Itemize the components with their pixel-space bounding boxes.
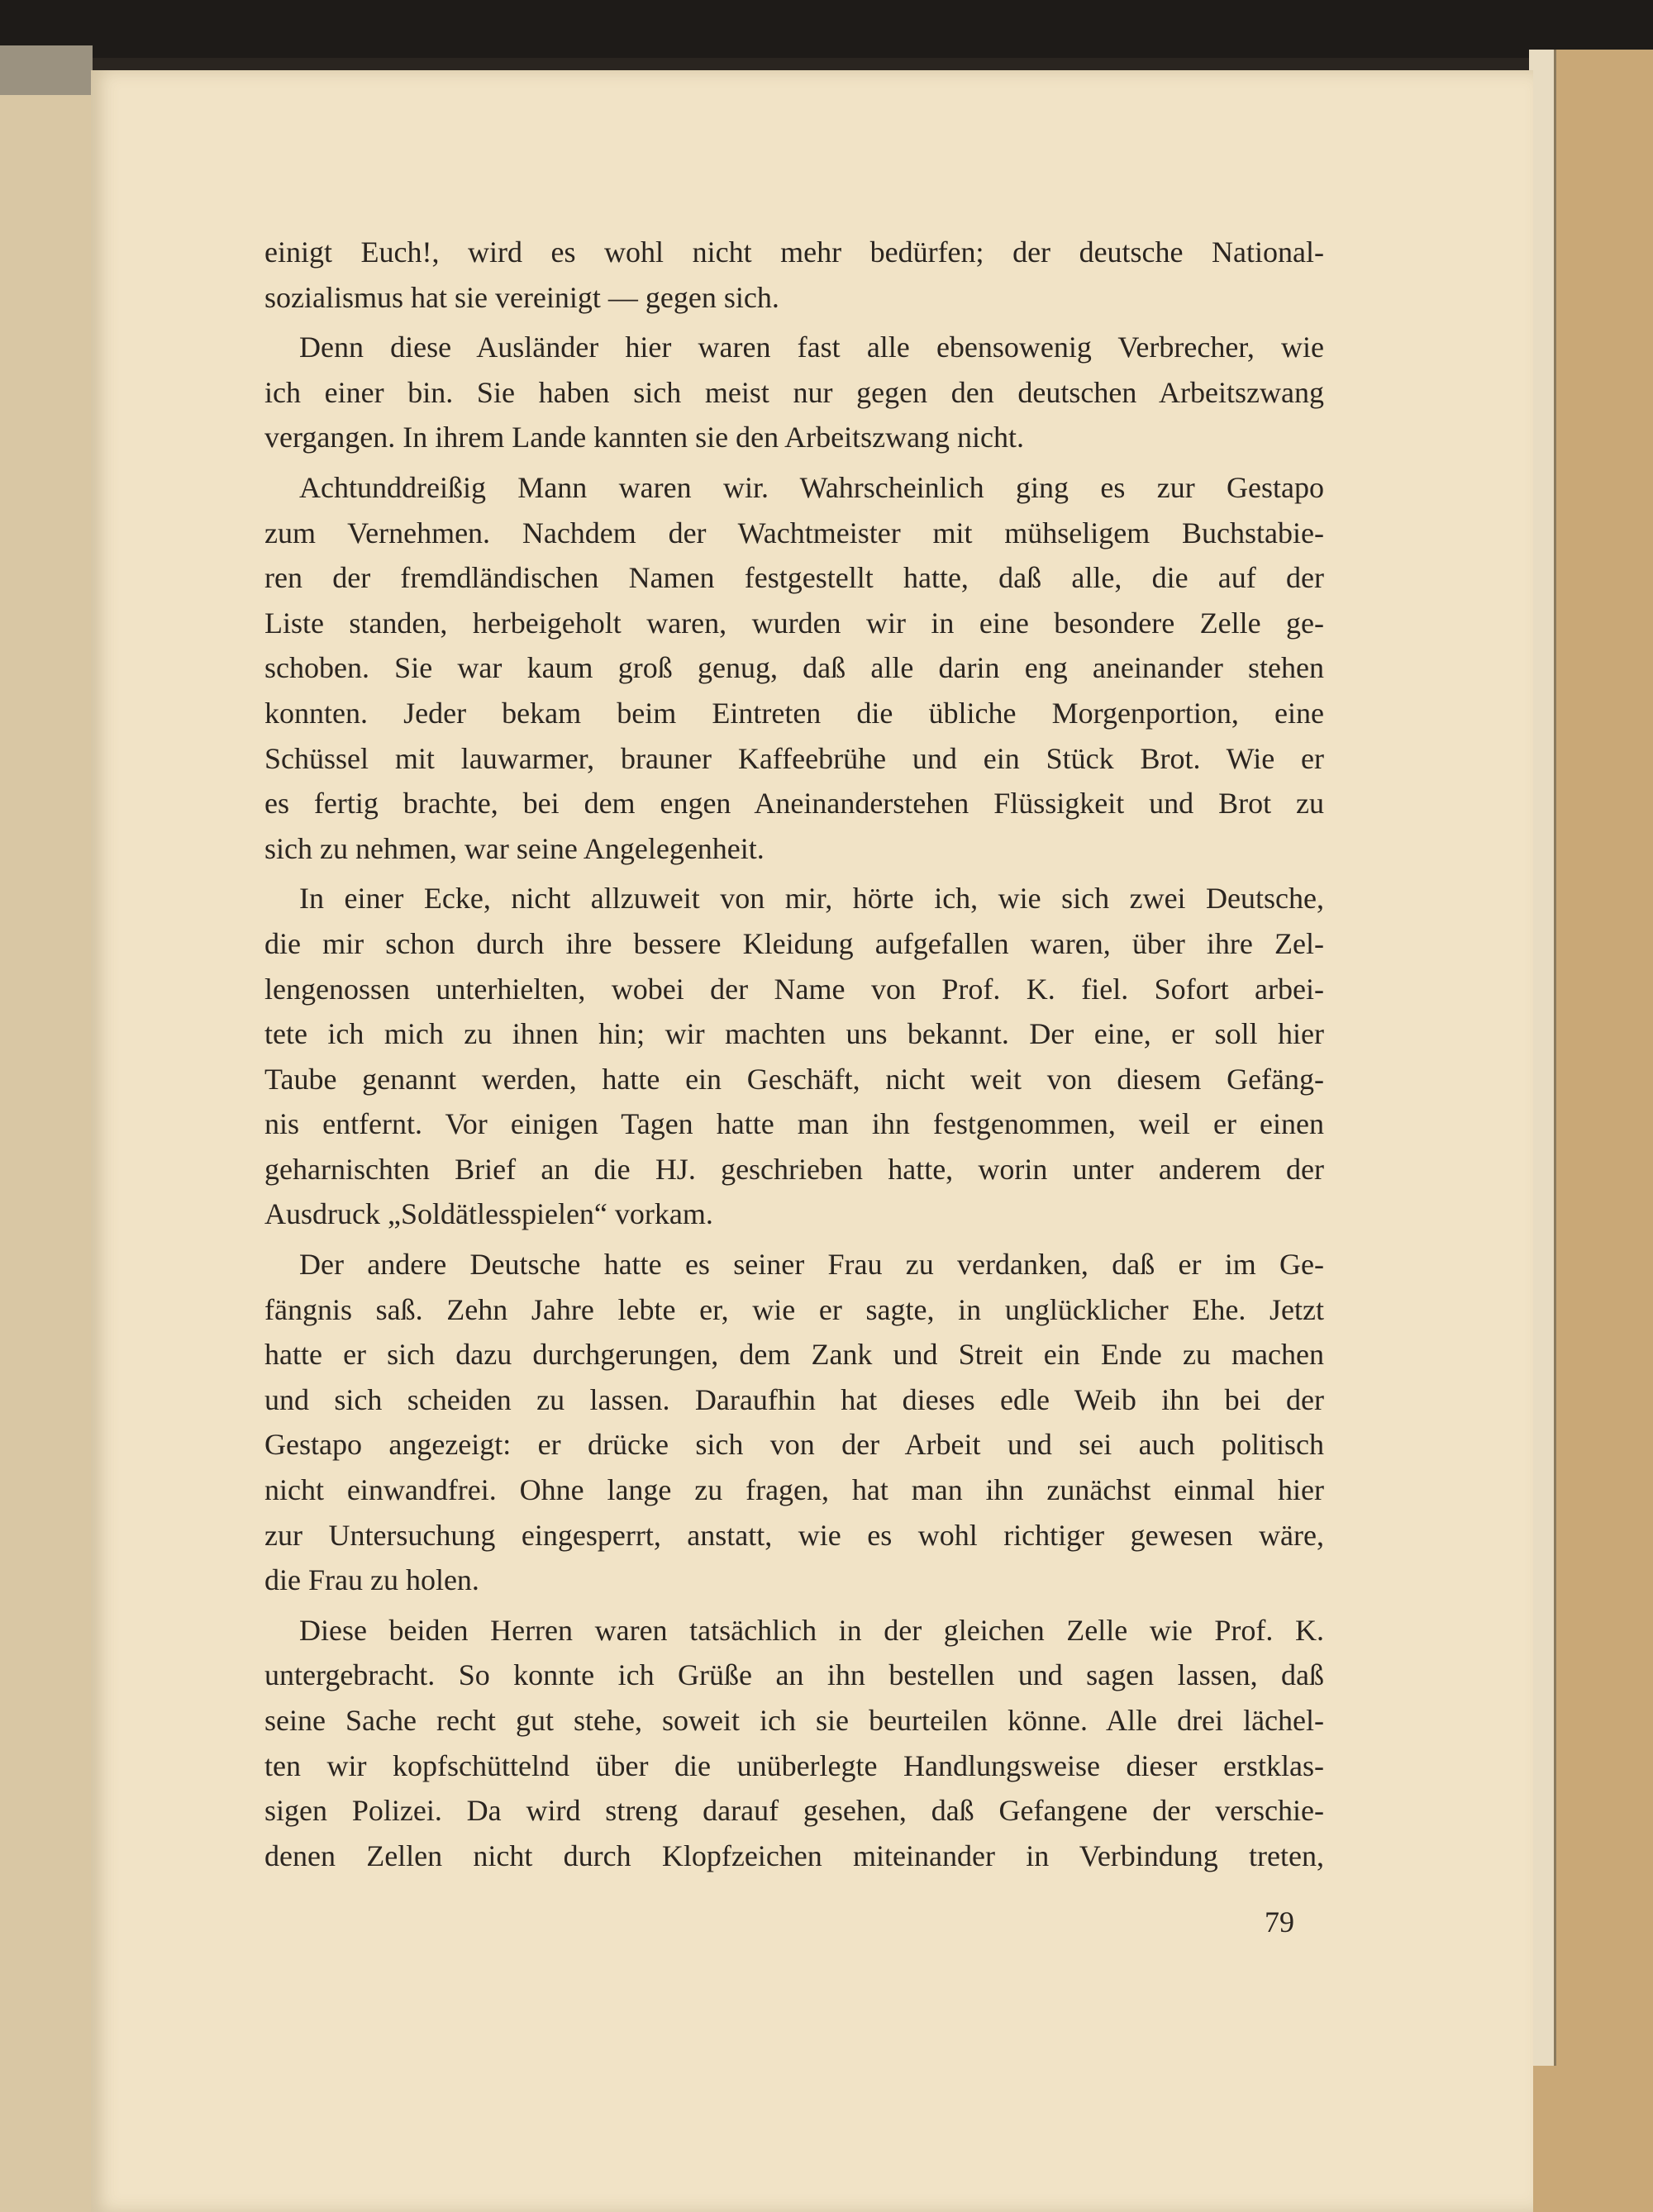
text-line: die mir schon durch ihre bessere Kleidung aufgefallen waren, über ihre Zel- [264,926,1324,960]
text-line: sigen Polizei. Da wird streng darauf gesehen, daß Gefangene der verschie- [264,1794,1324,1828]
text-line: Denn diese Ausländer hier waren fast alle ebensowenig Verbrecher, wie [299,331,1324,364]
text-line: hatte er sich dazu durchgerungen, dem Zank und Streit ein Ende zu machen [264,1338,1324,1372]
text-line: nicht einwandfrei. Ohne lange zu fragen, hat man ihn zunächst einmal hier [264,1473,1324,1507]
text-line: geharnischten Brief an die HJ. geschrieben hatte, worin unter anderem der [264,1152,1324,1186]
text-line: konnten. Jeder bekam beim Eintreten die übliche Morgenportion, eine [264,696,1324,730]
text-line: Achtunddreißig Mann waren wir. Wahrscheinlich ging es zur Gestapo [299,470,1324,504]
binding-strip [0,45,93,95]
text-line: denen Zellen nicht durch Klopfzeichen miteinander in Verbindung treten, [264,1839,1324,1872]
page-number: 79 [1265,1905,1294,1938]
text-line: vergangen. In ihrem Lande kannten sie den Arbeitszwang nicht. [264,421,1025,454]
text-line: In einer Ecke, nicht allzuweit von mir, hörte ich, wie sich zwei Deutsche, [299,882,1324,916]
text-line: Ausdruck „Soldätlesspielen“ vorkam. [264,1197,713,1231]
text-line: zur Untersuchung eingesperrt, anstatt, wie es wohl richtiger gewesen wäre, [264,1518,1324,1552]
scan-background-top [0,0,1653,58]
text-line: Schüssel mit lauwarmer, brauner Kaffeebrühe und ein Stück Brot. Wie er [264,741,1324,775]
body-text [264,230,1324,1883]
text-line: untergebracht. So konnte ich Grüße an ihn bestellen und sagen lassen, daß [264,1658,1324,1692]
text-line: ren der fremdländischen Namen festgestellt hatte, daß alle, die auf der [264,561,1324,595]
text-line: und sich scheiden zu lassen. Daraufhin hat dieses edle Weib ihn bei der [264,1382,1324,1416]
text-line: seine Sache recht gut stehe, soweit ich sie beurteilen könne. Alle drei lächel- [264,1704,1324,1737]
text-line: Gestapo angezeigt: er drücke sich von der Arbeit und sei auch politisch [264,1428,1324,1462]
text-line: lengenossen unterhielten, wobei der Name von Prof. K. fiel. Sofort arbei- [264,972,1324,1006]
text-line: Liste standen, herbeigeholt waren, wurden wir in eine besondere Zelle ge- [264,606,1324,640]
facing-page-edge [0,45,93,2212]
paragraph [264,1608,1324,1879]
text-line: es fertig brachte, bei dem engen Aneinanderstehen Flüssigkeit und Brot zu [264,787,1324,821]
text-line: schoben. Sie war kaum groß genug, daß alle darin eng aneinander stehen [264,651,1324,685]
paragraph [264,325,1324,460]
text-line: einigt Euch!, wird es wohl nicht mehr bedürfen; der deutsche National- [264,235,1324,269]
text-line: fängnis saß. Zehn Jahre lebte er, wie er sagte, in unglücklicher Ehe. Jetzt [264,1292,1324,1326]
paragraph [264,465,1324,871]
text-line: sich zu nehmen, war seine Angelegenheit. [264,831,765,865]
text-line: Der andere Deutsche hatte es seiner Frau zu verdanken, daß er im Ge- [299,1248,1324,1282]
text-line: zum Vernehmen. Nachdem der Wachtmeister mit mühseligem Buchstabie- [264,516,1324,549]
text-line: Diese beiden Herren waren tatsächlich in der gleichen Zelle wie Prof. K. [299,1613,1324,1647]
text-line: nis entfernt. Vor einigen Tagen hatte man ihn festgenommen, weil er einen [264,1107,1324,1141]
paragraph [264,1242,1324,1603]
text-line: ich einer bin. Sie haben sich meist nur gegen den deutschen Arbeitszwang [264,375,1324,409]
text-line: sozialismus hat sie vereinigt — gegen sich. [264,280,779,314]
text-line: tete ich mich zu ihnen hin; wir machten uns bekannt. Der eine, er soll hier [264,1017,1324,1051]
text-line: ten wir kopfschüttelnd über die unüberlegte Handlungsweise dieser erstklas- [264,1748,1324,1782]
paragraph [264,876,1324,1237]
text-line: Taube genannt werden, hatte ein Geschäft, nicht weit von diesem Gefäng- [264,1062,1324,1096]
text-line: die Frau zu holen. [264,1563,479,1597]
paragraph [264,230,1324,320]
